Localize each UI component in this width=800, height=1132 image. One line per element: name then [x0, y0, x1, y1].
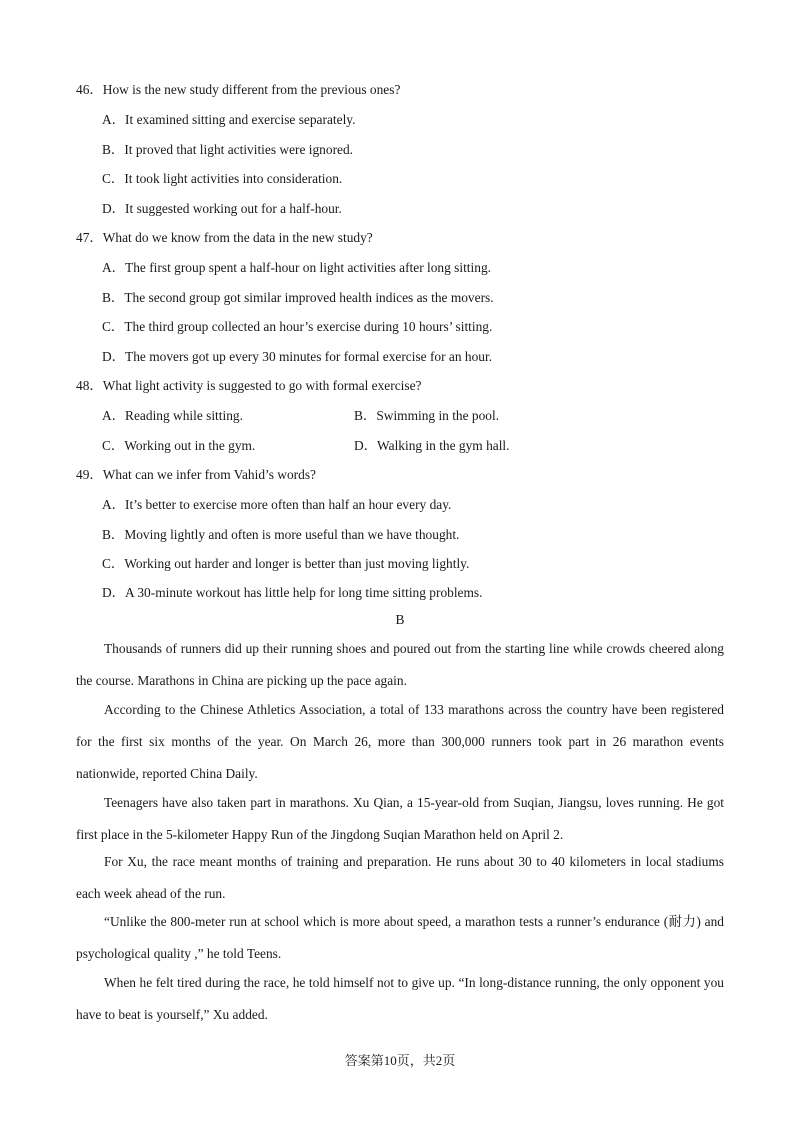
passage-paragraph-3: Teenagers have also taken part in marathons. Xu Qian, a 15-year-old from Suqian, Jiangsu, loves running. He got first place in the 5-kilometer Happy Run of the Jingdong Suqian Marathon held on April 2. — [76, 795, 724, 842]
passage-paragraph-1: Thousands of runners did up their running shoes and poured out from the starting line while crowds cheered along the course. Marathons in China are picking up the pace again. — [76, 641, 724, 688]
question-48-option-b: B．Swimming in the pool. — [354, 408, 500, 423]
passage-paragraph-4: For Xu, the race meant months of training and preparation. He runs about 30 to 40 kilometers in local stadiums each week ahead of the run. — [76, 854, 724, 901]
question-48-option-c: C．Working out in the gym. — [102, 438, 256, 453]
passage-paragraph-6: When he felt tired during the race, he told himself not to give up. “In long-distance running, the only opponent you have to beat is yourself,” Xu added. — [76, 975, 724, 1022]
question-46-option-d: D．It suggested working out for a half-hour. — [102, 201, 342, 216]
question-46-option-a: A．It examined sitting and exercise separately. — [102, 112, 356, 127]
question-46-option-c: C．It took light activities into consideration. — [102, 171, 343, 186]
section-label: B — [395, 612, 405, 627]
question-48-option-d: D．Walking in the gym hall. — [354, 438, 510, 453]
question-48-stem: 48．What light activity is suggested to go with formal exercise? — [76, 378, 422, 393]
question-49-option-a: A．It’s better to exercise more often than half an hour every day. — [102, 497, 452, 512]
question-49-option-c: C．Working out harder and longer is better than just moving lightly. — [102, 556, 470, 571]
passage-paragraph-5: “Unlike the 800-meter run at school which is more about speed, a marathon tests a runner’s endurance (耐力) and psychological quality ,” he told Teens. — [76, 914, 724, 961]
question-49-option-d: D．A 30-minute workout has little help for long time sitting problems. — [102, 585, 483, 600]
question-47-option-a: A．The first group spent a half-hour on light activities after long sitting. — [102, 260, 491, 275]
question-47-option-d: D．The movers got up every 30 minutes for formal exercise for an hour. — [102, 349, 493, 364]
passage-paragraph-2: According to the Chinese Athletics Association, a total of 133 marathons across the country have been registered for the first six months of the year. On March 26, more than 300,000 runners took part in 26 marathon events nationwide, reported China Daily. — [76, 702, 724, 781]
question-46-stem: 46．How is the new study different from the previous ones? — [76, 82, 401, 97]
page-footer: 答案第10页，共2页 — [344, 1053, 456, 1068]
question-47-option-b: B．The second group got similar improved health indices as the movers. — [102, 290, 494, 305]
question-48-option-a: A．Reading while sitting. — [102, 408, 243, 423]
question-49-option-b: B．Moving lightly and often is more useful than we have thought. — [102, 527, 460, 542]
question-49-stem: 49．What can we infer from Vahid’s words? — [76, 467, 316, 482]
question-47-option-c: C．The third group collected an hour’s exercise during 10 hours’ sitting. — [102, 319, 493, 334]
question-46-option-b: B．It proved that light activities were ignored. — [102, 142, 354, 157]
question-47-stem: 47．What do we know from the data in the new study? — [76, 230, 373, 245]
